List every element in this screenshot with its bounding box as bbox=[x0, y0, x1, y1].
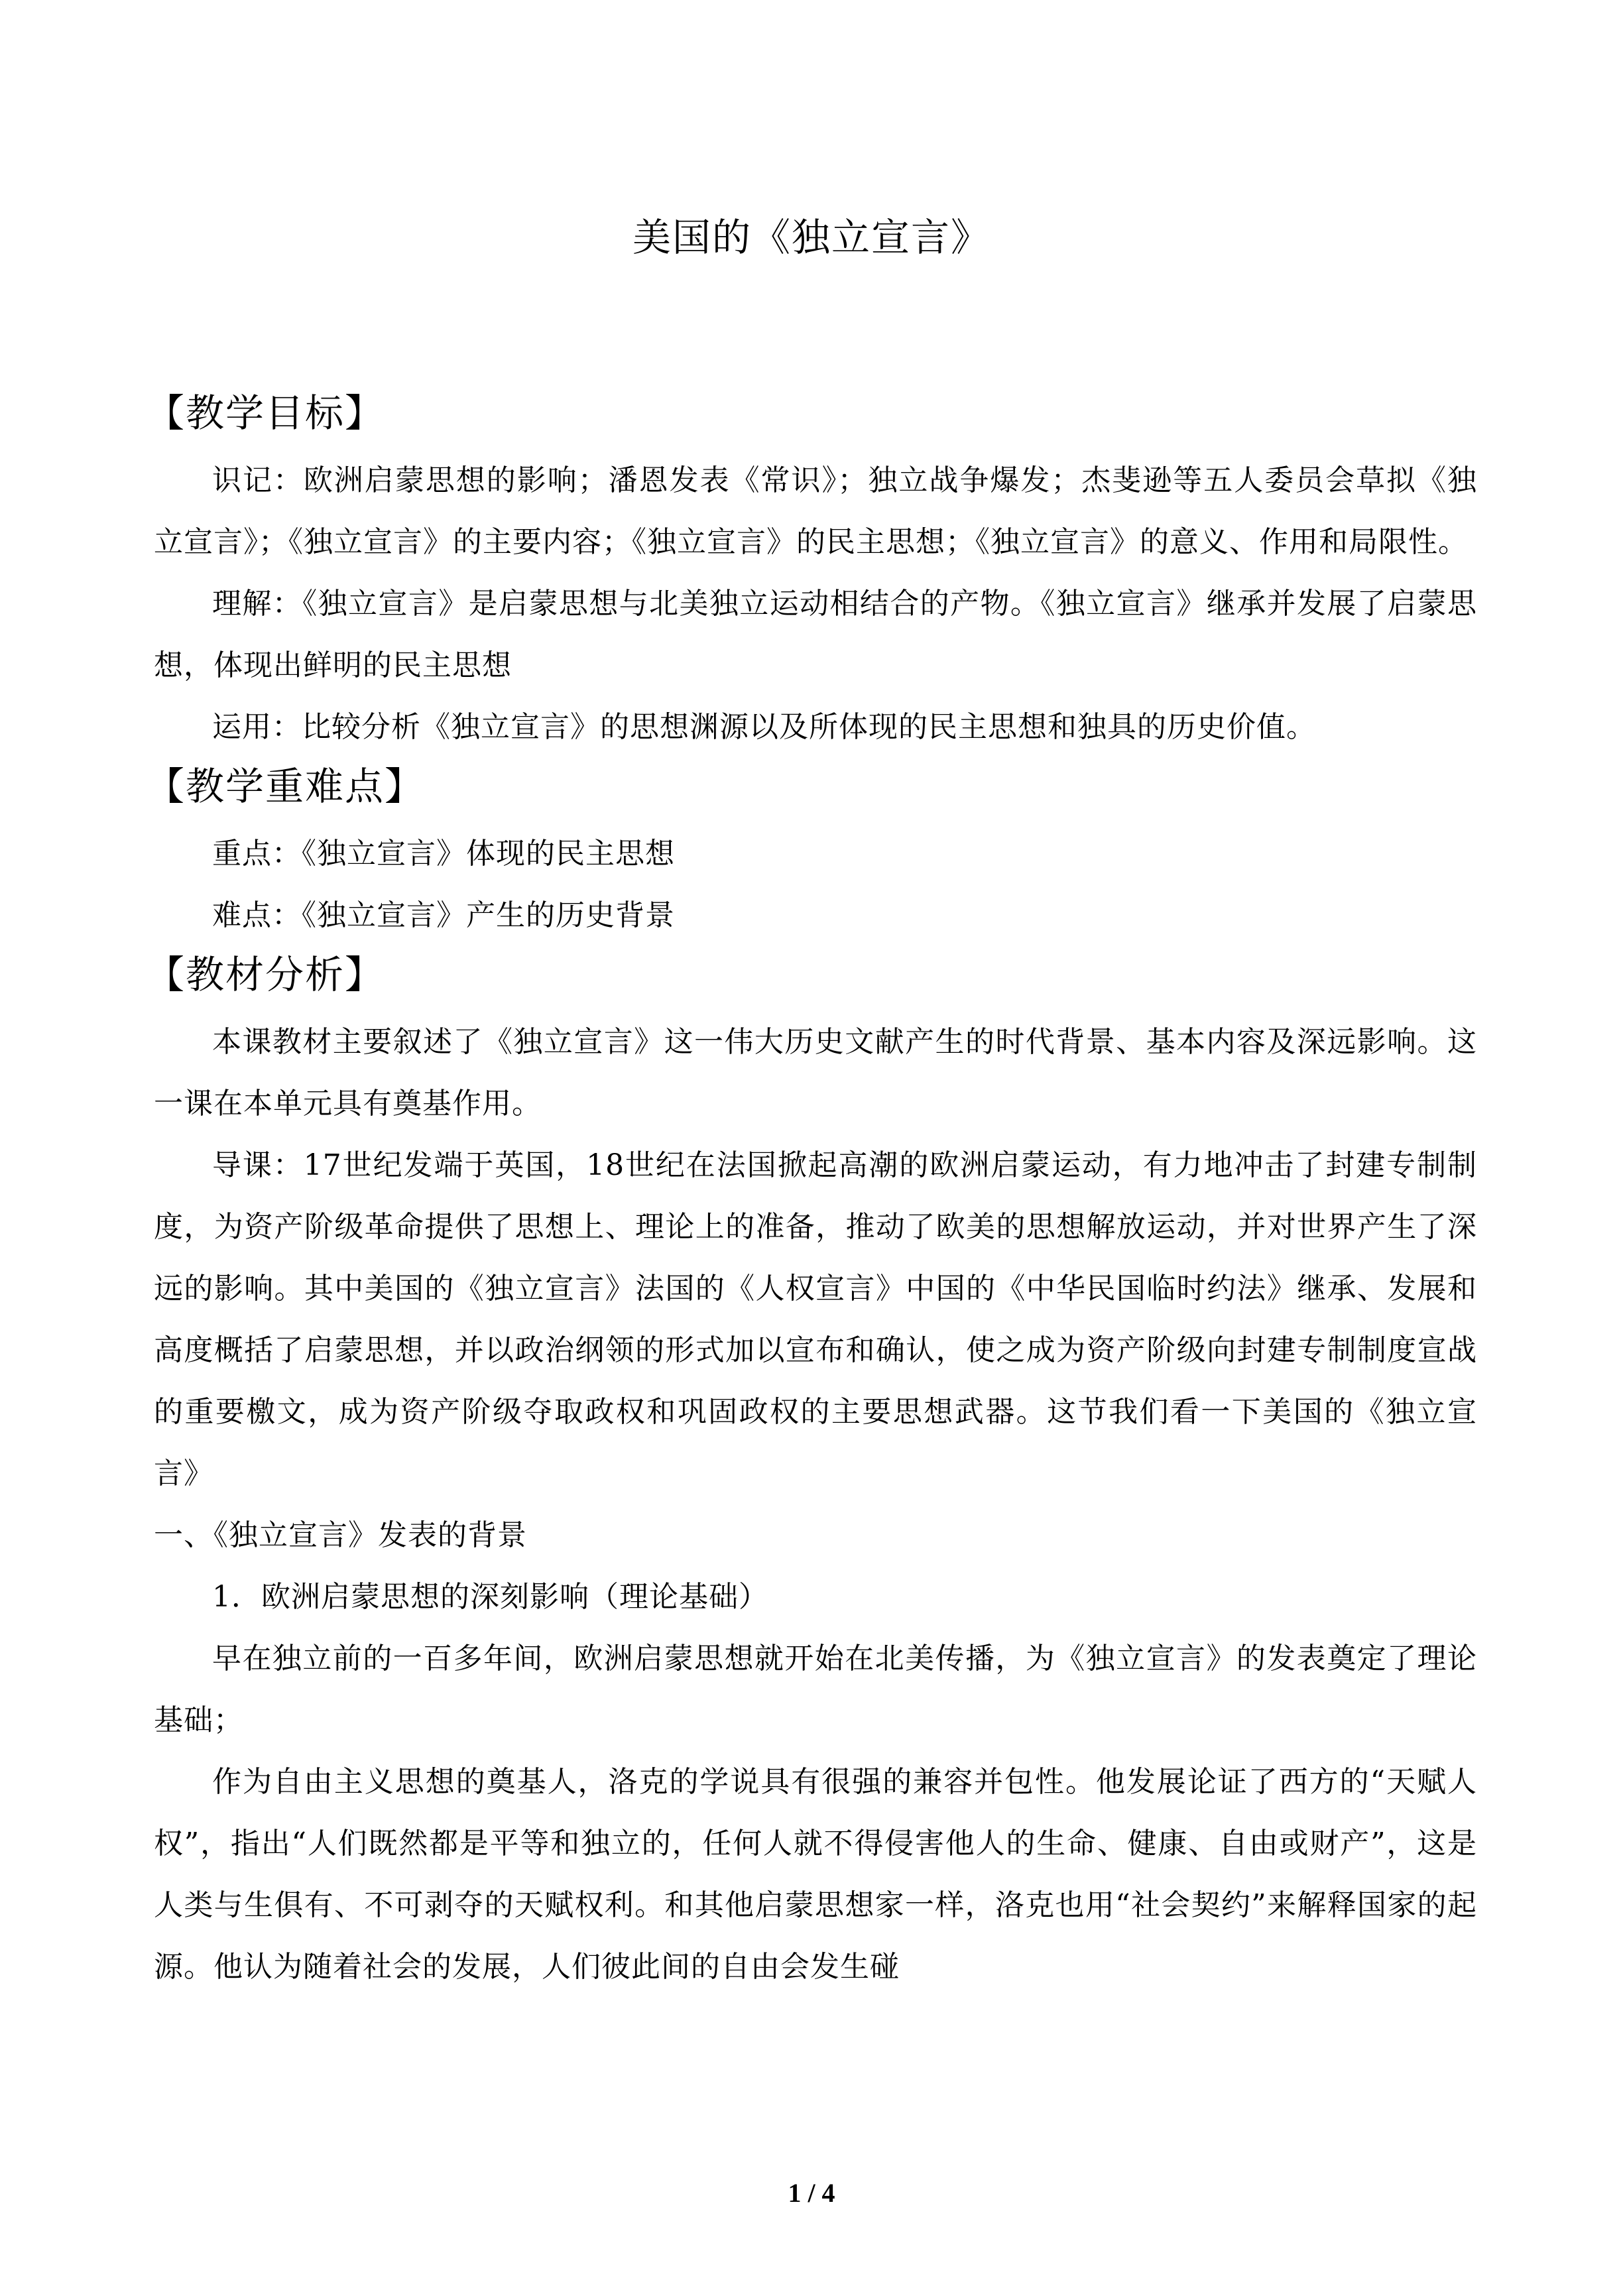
subsection-heading-background: 一、《独立宣言》发表的背景 bbox=[154, 1518, 527, 1552]
section-heading-key-points: 【教学重难点】 bbox=[146, 764, 425, 809]
paragraph-difficult-point: 难点：《独立宣言》产生的历史背景 bbox=[212, 898, 675, 932]
item-heading-enlightenment: 1．欧洲启蒙思想的深刻影响（理论基础） bbox=[212, 1580, 768, 1614]
document-body bbox=[146, 385, 1477, 1998]
paragraph-introduction: 导课：17世纪发端于英国，18世纪在法国掀起高潮的欧洲启蒙运动，有力地冲击了封建专制制度，为资产阶级革命提供了思想上、理论上的准备，推动了欧美的思想解放运动，并对世界产生了深远的影响。其中美国的《独立宣言》法国的《人权宣言》中国的《中华民国临时约法》继承、发展和高度概括了启蒙思想，并以政治纲领的形式加以宣布和确认，使之成为资产阶级向封建专制制度宣战的重要檄文，成为资产阶级夺取政权和巩固政权的主要思想武器。这节我们看一下美国的《独立宣言》 bbox=[154, 1148, 1477, 1490]
paragraph-apply: 运用：比较分析《独立宣言》的思想渊源以及所体现的民主思想和独具的历史价值。 bbox=[212, 710, 1316, 744]
paragraph-material-summary: 本课教材主要叙述了《独立宣言》这一伟大历史文献产生的时代背景、基本内容及深远影响。这一课在本单元具有奠基作用。 bbox=[154, 1025, 1477, 1120]
paragraph-enlightenment-spread: 早在独立前的一百多年间，欧洲启蒙思想就开始在北美传播，为《独立宣言》的发表奠定了理论基础； bbox=[154, 1642, 1477, 1737]
paragraph-understand: 理解：《独立宣言》是启蒙思想与北美独立运动相结合的产物。《独立宣言》继承并发展了启蒙思想，体现出鲜明的民主思想 bbox=[154, 587, 1477, 682]
section-heading-objectives: 【教学目标】 bbox=[146, 391, 385, 436]
paragraph-locke: 作为自由主义思想的奠基人，洛克的学说具有很强的兼容并包性。他发展论证了西方的“天赋人权”，指出“人们既然都是平等和独立的，任何人就不得侵害他人的生命、健康、自由或财产”，这是人类与生俱有、不可剥夺的天赋权利。和其他启蒙思想家一样，洛克也用“社会契约”来解释国家的起源。他认为随着社会的发展，人们彼此间的自由会发生碰 bbox=[154, 1765, 1477, 1984]
paragraph-memorize: 识记：欧洲启蒙思想的影响；潘恩发表《常识》；独立战争爆发；杰斐逊等五人委员会草拟《独立宣言》；《独立宣言》的主要内容；《独立宣言》的民主思想；《独立宣言》的意义、作用和局限性。 bbox=[154, 463, 1477, 559]
document-title: 美国的《独立宣言》 bbox=[632, 215, 991, 260]
paragraph-key-point: 重点：《独立宣言》体现的民主思想 bbox=[212, 837, 675, 871]
section-heading-material-analysis: 【教材分析】 bbox=[146, 952, 385, 997]
page-number: 1 / 4 bbox=[788, 2178, 835, 2208]
